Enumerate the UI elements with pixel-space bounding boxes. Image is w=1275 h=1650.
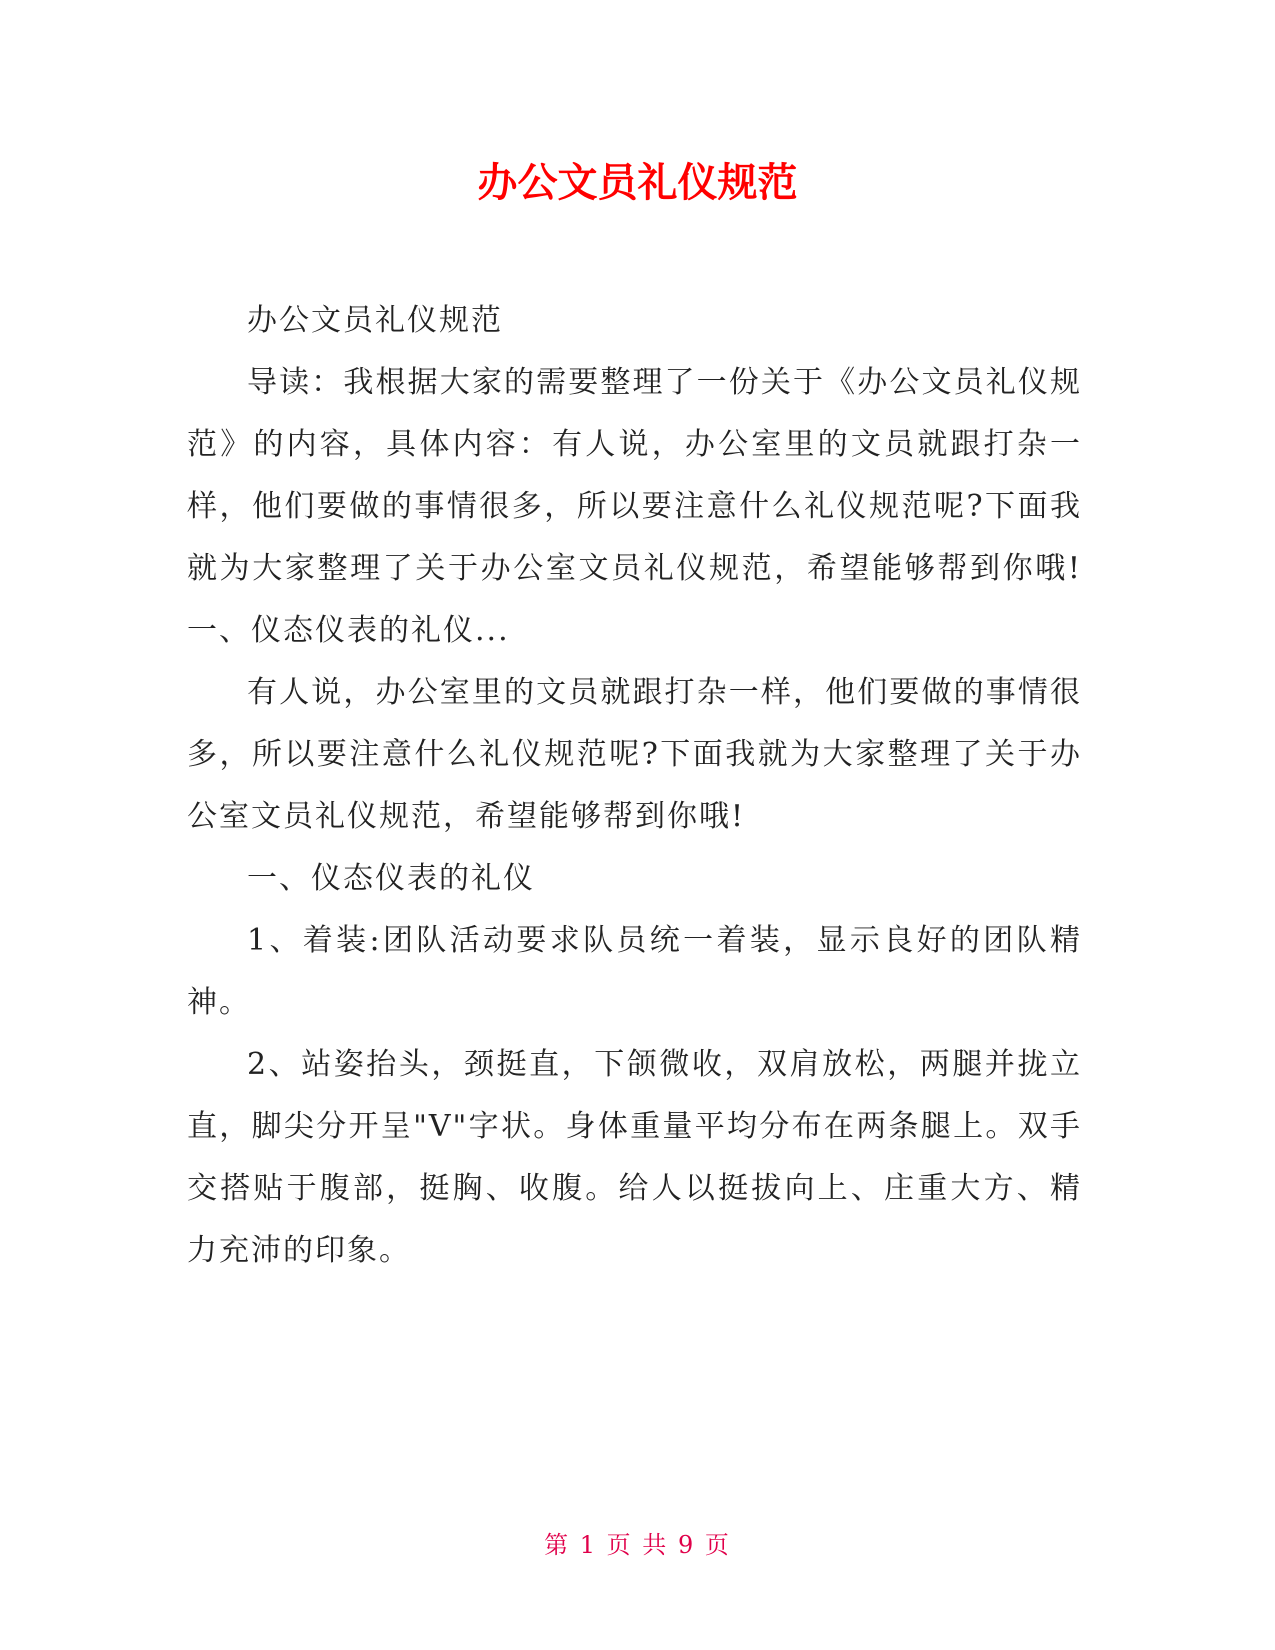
paragraph-intro: 导读：我根据大家的需要整理了一份关于《办公文员礼仪规范》的内容，具体内容：有人说，办公室里的文员就跟打杂一样，他们要做的事情很多，所以要注意什么礼仪规范呢?下面我就为大家整理了关于办公室文员礼仪规范，希望能够帮到你哦!一、仪态仪表的礼仪... bbox=[187, 365, 1082, 648]
footer-suffix: 页 bbox=[704, 1531, 731, 1559]
paragraph-overview: 有人说，办公室里的文员就跟打杂一样，他们要做的事情很多，所以要注意什么礼仪规范呢?下面我就为大家整理了关于办公室文员礼仪规范，希望能够帮到你哦! bbox=[187, 675, 1082, 834]
section-heading: 一、仪态仪表的礼仪 bbox=[247, 861, 535, 896]
footer-prefix: 第 bbox=[544, 1531, 571, 1559]
footer-total-pages: 9 bbox=[677, 1531, 696, 1559]
paragraph-posture: 2、站姿抬头，颈挺直，下颌微收，双肩放松，两腿并拢立直，脚尖分开呈"V"字状。身体重量平均分布在两条腿上。双手交搭贴于腹部，挺胸、收腹。给人以挺拔向上、庄重大方、精力充沛的印象。 bbox=[187, 1047, 1082, 1268]
document-body bbox=[187, 290, 1082, 1282]
footer-middle: 页 共 bbox=[606, 1531, 669, 1559]
footer-current-page: 1 bbox=[579, 1531, 598, 1559]
page-title: 办公文员礼仪规范 bbox=[477, 160, 798, 206]
page-footer bbox=[0, 1530, 1275, 1560]
paragraph-subtitle: 办公文员礼仪规范 bbox=[247, 303, 503, 338]
paragraph-attire: 1、着装:团队活动要求队员统一着装，显示良好的团队精神。 bbox=[187, 923, 1082, 1020]
